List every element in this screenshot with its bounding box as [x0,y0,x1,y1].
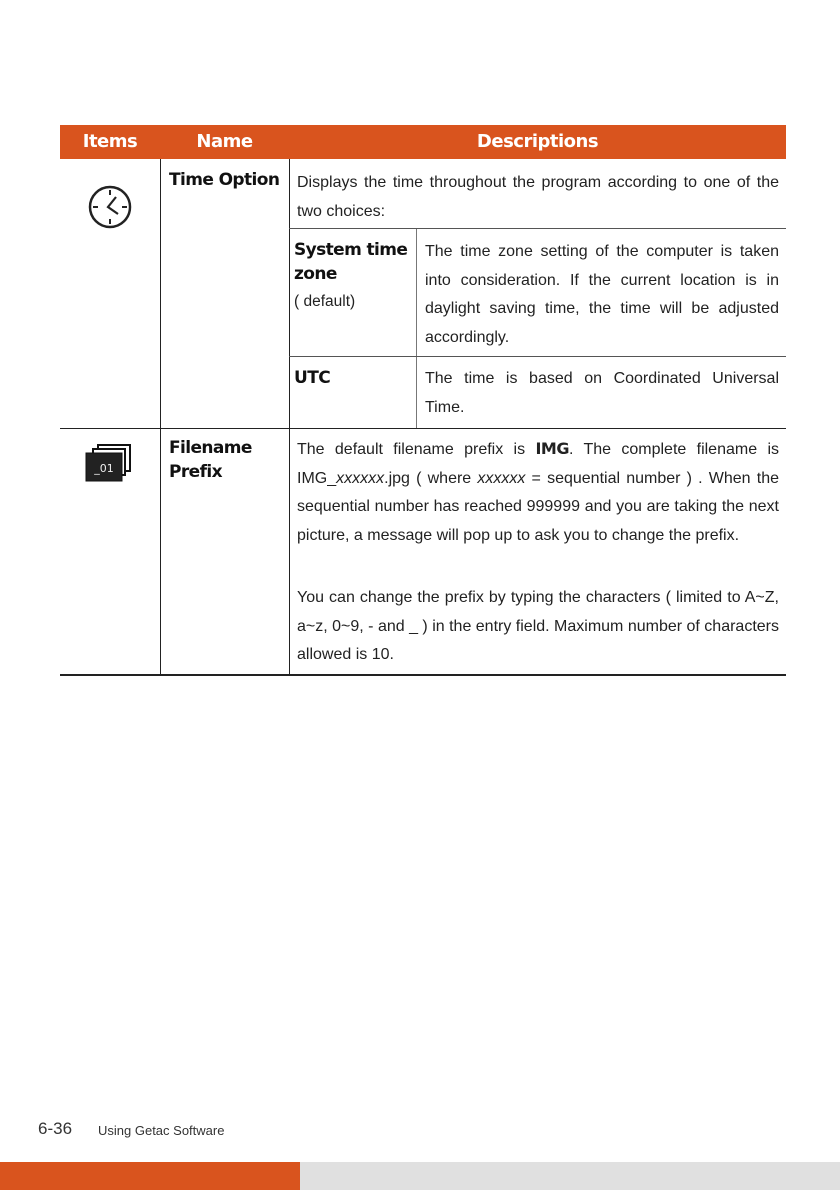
filename-prefix-rules: You can change the prefix by typing the characters ( limited to A~Z, a~z, 0~9, - and _ ) in the entry field. Maximum number of characters allowed is 10. [297,589,779,663]
footer-section-title: Using Getac Software [98,1123,225,1138]
header-items: Items [82,131,138,152]
row-divider [289,356,786,357]
filename-prefix-description: The default filename prefix is IMG. The complete filename is IMG_xxxxxx.jpg ( where xxxxxx = sequential number ) . When the sequential number has reached 999999 and you are taking the next picture, a message will pop up to ask you to change the prefix. [297,439,779,544]
footer-accent-bar [0,1162,300,1190]
page-number: 6-36 [38,1119,73,1138]
row-name-filename-prefix: Filename Prefix [169,438,252,482]
column-divider [289,159,290,675]
filename-prefix-icon [84,443,134,488]
header-descriptions: Descriptions [476,131,599,152]
row-divider [289,228,786,229]
option-system-time-zone-name: System time zone [294,240,408,284]
clock-icon [82,179,138,240]
footer-gray-bar [300,1162,840,1190]
column-divider [160,159,161,675]
option-utc-description: The time is based on Coordinated Universal Time. [425,370,779,416]
time-option-description: Displays the time throughout the program according to one of the two choices: [297,174,779,220]
row-name-time-option: Time Option [169,170,280,190]
option-system-time-zone-description: The time zone setting of the computer is taken into consideration. If the current location is in daylight saving time, the time will be adjusted accordingly. [425,243,779,346]
row-divider [60,428,786,429]
table-header [60,125,786,159]
subcolumn-divider [416,228,417,428]
header-name: Name [196,131,253,152]
table-bottom-border [60,674,786,676]
option-default-note: ( default) [294,293,356,310]
filename-prefix-icon-text: _01 [94,462,114,475]
default-prefix-value: IMG [535,439,569,458]
option-utc-name: UTC [294,368,331,388]
